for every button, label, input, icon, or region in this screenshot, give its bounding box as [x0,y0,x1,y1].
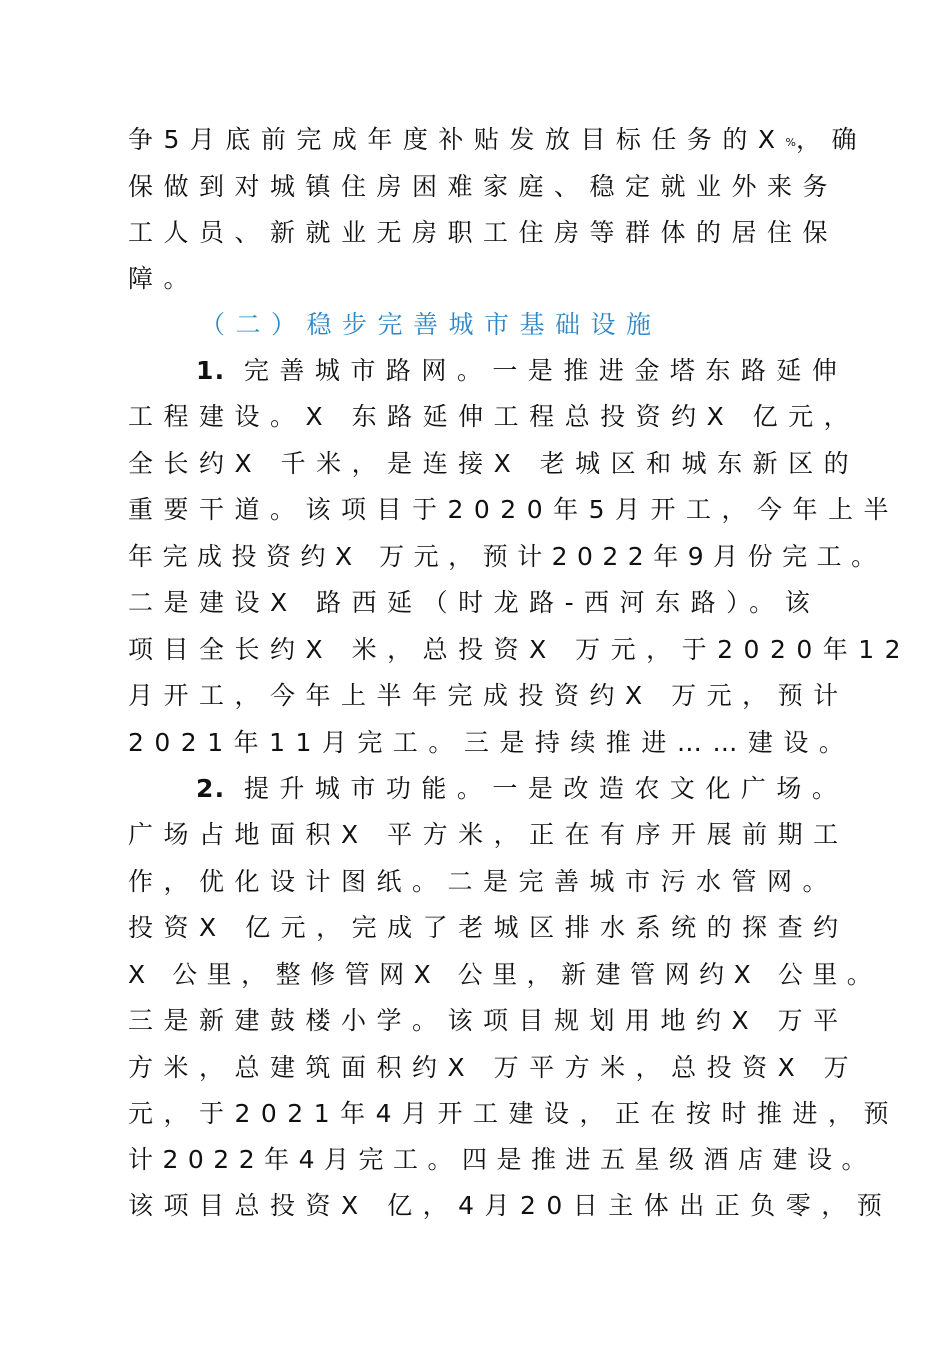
text-line: 全长约X 千米，是连接X 老城区和城东新区的 [128,449,860,478]
text-segment: ，确 [796,125,868,154]
text-line: 二是建设X 路西延（时龙路-西河东路）。该 [128,588,821,617]
item-number: 1. [196,356,226,385]
text-line [196,348,896,394]
text-line: 该项目总投资X 亿，4月20日主体出正负零，预 [128,1191,893,1220]
text-line: 工人员、新就业无房职工住房等群体的居住保 [128,218,839,247]
text-line: 广场占地面积X 平方米，正在有序开展前期工 [128,820,849,849]
text-line: 三是新建鼓楼小学。该项目规划用地约X 万平 [128,1006,849,1035]
item-number: 2. [196,774,226,803]
section-heading: （二）稳步完善城市基础设施 [200,310,662,339]
text-line [196,766,896,812]
text-segment: 完善城市路网。一是推进金塔东路延伸 [243,356,848,385]
text-segment: 争5月底前完成年度补贴发放目标任务的X [128,125,786,154]
text-line: 项目全长约X 米，总投资X 万元，于2020年12 [128,635,912,664]
text-line: 工程建设。X 东路延伸工程总投资约X 亿元， [128,402,860,431]
text-segment: 提升城市功能。一是改造农文化广场。 [243,774,848,803]
text-line: 障。 [128,264,200,293]
text-line: 方米，总建筑面积约X 万平方米，总投资X 万 [128,1053,860,1082]
text-line: 计2022年4月完工。四是推进五星级酒店建设。 [128,1145,877,1174]
text-line: 投资X 亿元，完成了老城区排水系统的探查约 [128,913,849,942]
text-line: 重要干道。该项目于2020年5月开工，今年上半 [128,495,900,524]
text-line: 保做到对城镇住房困难家庭、稳定就业外来务 [128,172,839,201]
text-line: 元，于2021年4月开工建设，正在按时推进，预 [128,1099,900,1128]
text-line: X 公里，整修管网X 公里，新建管网约X 公里。 [128,960,882,989]
text-line [128,117,868,163]
text-line: 作，优化设计图纸。二是完善城市污水管网。 [128,867,839,896]
text-line: 月开工，今年上半年完成投资约X 万元，预计 [128,681,849,710]
percent-sign: % [785,136,796,149]
text-line: 年完成投资约X 万元，预计2022年9月份完工。 [128,542,886,571]
text-line: 2021年11月完工。三是持续推进……建设。 [128,728,855,757]
